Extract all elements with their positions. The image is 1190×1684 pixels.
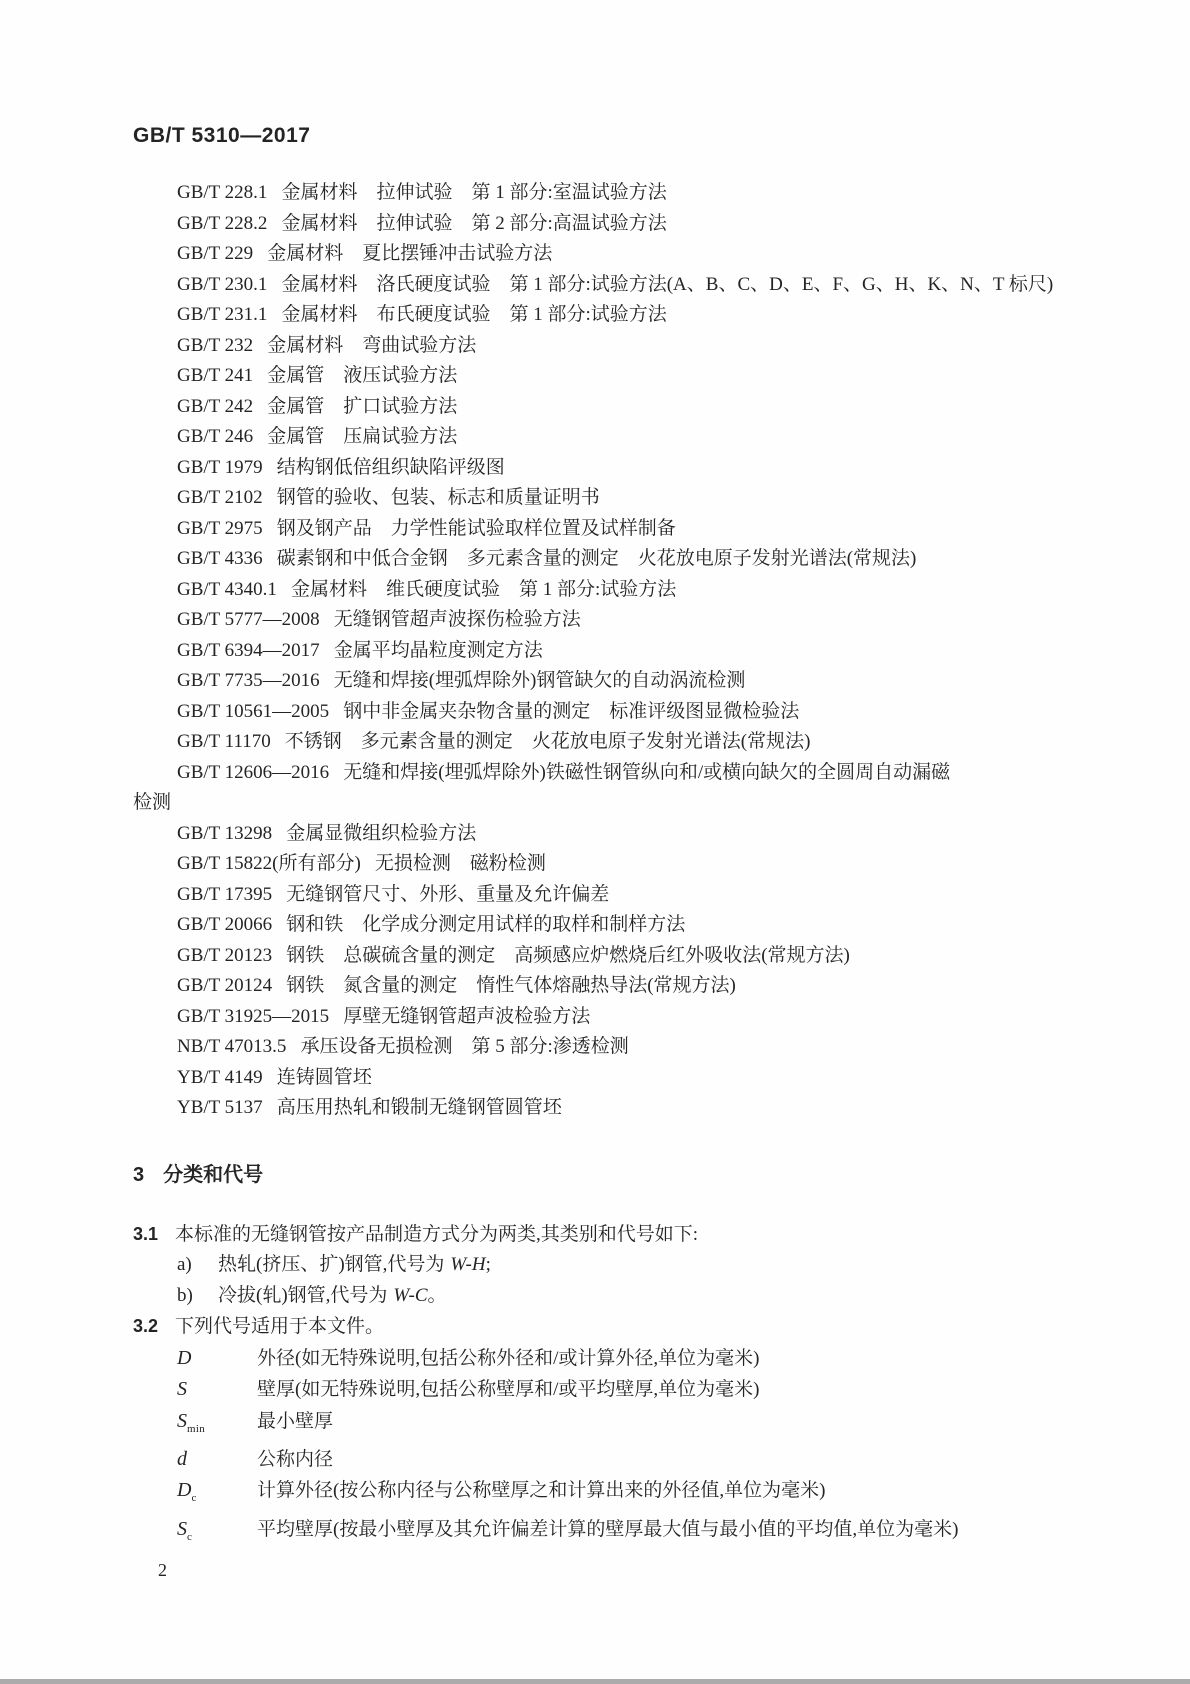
standard-code: YB/T 5137 — [177, 1097, 263, 1118]
standard-code: GB/T 17395 — [177, 883, 273, 905]
standard-code: GB/T 31925—2015 — [177, 1005, 330, 1027]
standard-code: GB/T 20123 — [177, 944, 273, 966]
standard-title: 不锈钢 多元素含量的测定 火花放电原子发射光谱法(常规法) — [284, 731, 811, 752]
standard-reference-line — [177, 209, 1135, 240]
symbol-definition-line — [133, 1514, 1135, 1552]
standard-title: 无缝和焊接(埋弧焊除外)钢管缺欠的自动涡流检测 — [333, 670, 746, 691]
symbol-column — [177, 1343, 257, 1375]
standard-reference-line — [177, 1093, 1135, 1124]
symbol-letter: S — [177, 1517, 187, 1540]
section-heading — [133, 1162, 1135, 1188]
standard-title: 钢铁 总碳硫含量的测定 高频感应炉燃烧后红外吸收法(常规方法) — [286, 944, 850, 966]
symbol-letter: S — [177, 1409, 187, 1432]
standard-title: 金属管 压扁试验方法 — [267, 426, 458, 447]
clause-3-1-text: 本标准的无缝钢管按产品制造方式分为两类,其类别和代号如下: — [175, 1223, 699, 1245]
standard-title: 连铸圆管坯 — [276, 1066, 372, 1088]
symbol-definition-text: 外径(如无特殊说明,包括公称外径和/或计算外径,单位为毫米) — [257, 1347, 760, 1369]
symbol-subscript: c — [191, 1492, 197, 1505]
standard-reference-line — [177, 483, 1135, 514]
standard-code: GB/T 4340.1 — [177, 578, 277, 600]
standard-code: GB/T 10561—2005 — [177, 700, 330, 722]
section-body — [133, 1219, 1135, 1343]
clause-3-2 — [133, 1311, 1135, 1343]
standard-reference-line — [177, 1002, 1135, 1033]
symbol-column — [177, 1475, 257, 1513]
standard-reference-line — [177, 849, 1135, 880]
standard-reference-line — [177, 941, 1135, 972]
clause-3-1-number: 3.1 — [133, 1223, 159, 1244]
standard-title: 金属管 液压试验方法 — [267, 365, 458, 386]
standard-title: 碳素钢和中低合金钢 多元素含量的测定 火花放电原子发射光谱法(常规法) — [276, 548, 917, 569]
standard-title: 金属材料 夏比摆锤冲击试验方法 — [267, 243, 553, 264]
standard-title: 金属平均晶粒度测定方法 — [333, 639, 543, 661]
list-item-text: 冷拔(轧)钢管,代号为 — [218, 1284, 388, 1306]
standard-title: 厚壁无缝钢管超声波检验方法 — [343, 1005, 591, 1027]
pipe-class-symbol: W-H — [450, 1254, 486, 1275]
normative-references-list — [133, 178, 1135, 1124]
standard-code: GB/T 6394—2017 — [177, 639, 320, 661]
standard-title: 金属材料 拉伸试验 第 1 部分:室温试验方法 — [281, 182, 667, 203]
symbol-subscript: min — [187, 1422, 206, 1435]
symbol-definition-text: 计算外径(按公称内径与公称壁厚之和计算出来的外径值,单位为毫米) — [257, 1480, 826, 1502]
symbol-definition-line — [133, 1406, 1135, 1444]
symbol-column — [177, 1374, 257, 1406]
symbol-letter: S — [177, 1378, 187, 1400]
standard-reference-line — [133, 758, 1135, 819]
standard-title-wrap-line: 检测 — [133, 792, 172, 813]
pipe-class-list — [133, 1250, 1135, 1311]
page-number: 2 — [158, 1559, 167, 1580]
symbol-definition-line — [133, 1444, 1135, 1476]
symbol-column — [177, 1514, 257, 1552]
standard-reference-line — [177, 605, 1135, 636]
standard-reference-line — [177, 910, 1135, 941]
standard-title: 金属显微组织检验方法 — [286, 822, 477, 844]
symbol-column — [177, 1406, 257, 1444]
standard-reference-line — [177, 575, 1135, 606]
standard-code: GB/T 20066 — [177, 914, 273, 935]
symbol-definition-text: 壁厚(如无特殊说明,包括公称壁厚和/或平均壁厚,单位为毫米) — [257, 1379, 760, 1400]
standard-title: 无缝钢管尺寸、外形、重量及允许偏差 — [286, 883, 610, 905]
symbol-definition-text: 平均壁厚(按最小壁厚及其允许偏差计算的壁厚最大值与最小值的平均值,单位为毫米) — [257, 1518, 959, 1540]
clause-3-1 — [133, 1219, 1135, 1251]
standard-title: 金属材料 洛氏硬度试验 第 1 部分:试验方法(A、B、C、D、E、F、G、H、K、N、T 标尺) — [281, 273, 1054, 295]
standard-title: 金属材料 布氏硬度试验 第 1 部分:试验方法 — [281, 304, 667, 325]
standard-code: GB/T 13298 — [177, 822, 273, 844]
symbol-definition-line — [133, 1374, 1135, 1406]
standard-code: GB/T 2102 — [177, 487, 263, 508]
standard-title: 钢管的验收、包装、标志和质量证明书 — [276, 487, 600, 508]
standard-reference-line — [177, 544, 1135, 575]
clause-3-2-text: 下列代号适用于本文件。 — [175, 1316, 385, 1337]
symbol-letter: D — [177, 1479, 192, 1502]
list-item-punctuation: 。 — [427, 1284, 447, 1306]
standard-code: GB/T 228.2 — [177, 212, 268, 234]
standard-title: 高压用热轧和锻制无缝钢管圆管坯 — [276, 1097, 562, 1118]
standard-reference-line — [177, 819, 1135, 850]
section-title: 分类和代号 — [163, 1163, 264, 1186]
standard-code: GB/T 12606—2016 — [177, 761, 330, 783]
standard-reference-line — [177, 392, 1135, 423]
symbol-column — [177, 1444, 257, 1476]
standard-code: GB/T 5777—2008 — [177, 609, 320, 630]
scan-edge-bar — [0, 1679, 1190, 1684]
standard-reference-line — [177, 300, 1135, 331]
standard-code: YB/T 4149 — [177, 1066, 263, 1088]
standard-title: 无缝钢管超声波探伤检验方法 — [333, 609, 581, 630]
standard-reference-line — [177, 514, 1135, 545]
standard-reference-line — [177, 636, 1135, 667]
standard-reference-line — [177, 178, 1135, 209]
pipe-class-item — [133, 1250, 1135, 1281]
list-item-punctuation: ; — [485, 1254, 491, 1275]
standard-title: 钢铁 氮含量的测定 惰性气体熔融热导法(常规方法) — [286, 975, 736, 996]
standard-code: GB/T 11170 — [177, 731, 271, 752]
standard-title: 金属管 扩口试验方法 — [267, 395, 458, 417]
section-number: 3 — [133, 1163, 145, 1186]
standard-code: GB/T 228.1 — [177, 182, 268, 203]
symbol-definition-text: 最小壁厚 — [257, 1410, 334, 1432]
standard-reference-line — [177, 270, 1135, 301]
symbol-definition-text: 公称内径 — [257, 1448, 334, 1470]
standard-title: 金属材料 拉伸试验 第 2 部分:高温试验方法 — [281, 212, 667, 234]
standard-code: GB/T 15822(所有部分) — [177, 853, 361, 874]
standard-code: GB/T 246 — [177, 426, 254, 447]
standard-code: GB/T 20124 — [177, 975, 273, 996]
symbols-definitions-list — [133, 1343, 1135, 1552]
standard-reference-line — [177, 361, 1135, 392]
standard-reference-line — [177, 971, 1135, 1002]
standard-code: NB/T 47013.5 — [177, 1036, 287, 1057]
symbol-definition-line — [133, 1475, 1135, 1513]
standard-code: GB/T 1979 — [177, 456, 263, 478]
standard-title: 金属材料 弯曲试验方法 — [267, 334, 477, 356]
standard-title: 钢中非金属夹杂物含量的测定 标准评级图显微检验法 — [343, 700, 800, 722]
document-code-header: GB/T 5310—2017 — [133, 124, 311, 147]
standard-code: GB/T 241 — [177, 365, 254, 386]
standard-title: 无损检测 磁粉检测 — [374, 853, 546, 874]
standard-title: 承压设备无损检测 第 5 部分:渗透检测 — [300, 1036, 629, 1057]
standard-code: GB/T 4336 — [177, 548, 263, 569]
standard-reference-line — [177, 1063, 1135, 1094]
standard-code: GB/T 230.1 — [177, 273, 268, 295]
standard-reference-line — [177, 727, 1135, 758]
clause-3-2-number: 3.2 — [133, 1316, 159, 1336]
standard-reference-line — [177, 239, 1135, 270]
list-item-label: a) — [177, 1254, 192, 1275]
standard-code: GB/T 232 — [177, 334, 254, 356]
standard-reference-line — [177, 1032, 1135, 1063]
pipe-class-item — [133, 1281, 1135, 1312]
standard-code: GB/T 2975 — [177, 517, 263, 539]
symbol-letter: D — [177, 1346, 192, 1369]
standard-title: 无缝和焊接(埋弧焊除外)铁磁性钢管纵向和/或横向缺欠的全圆周自动漏磁 — [343, 761, 951, 783]
standard-code: GB/T 229 — [177, 243, 254, 264]
standard-title: 钢和铁 化学成分测定用试样的取样和制样方法 — [286, 914, 686, 935]
standard-reference-line — [177, 422, 1135, 453]
pipe-class-symbol: W-C — [393, 1284, 428, 1306]
standard-reference-line — [177, 697, 1135, 728]
standard-title: 钢及钢产品 力学性能试验取样位置及试样制备 — [276, 517, 676, 539]
list-item-text: 热轧(挤压、扩)钢管,代号为 — [218, 1254, 445, 1275]
standard-code: GB/T 231.1 — [177, 304, 268, 325]
standard-reference-line — [177, 453, 1135, 484]
symbol-subscript: c — [187, 1530, 193, 1543]
standard-code: GB/T 242 — [177, 395, 254, 417]
symbol-definition-line — [133, 1343, 1135, 1375]
standard-reference-line — [177, 880, 1135, 911]
standard-title: 金属材料 维氏硬度试验 第 1 部分:试验方法 — [290, 578, 677, 600]
standard-title: 结构钢低倍组织缺陷评级图 — [276, 456, 505, 478]
list-item-label: b) — [177, 1284, 193, 1306]
standard-reference-line — [177, 666, 1135, 697]
standard-code: GB/T 7735—2016 — [177, 670, 320, 691]
symbol-letter: d — [177, 1447, 187, 1470]
standard-reference-line — [177, 331, 1135, 362]
